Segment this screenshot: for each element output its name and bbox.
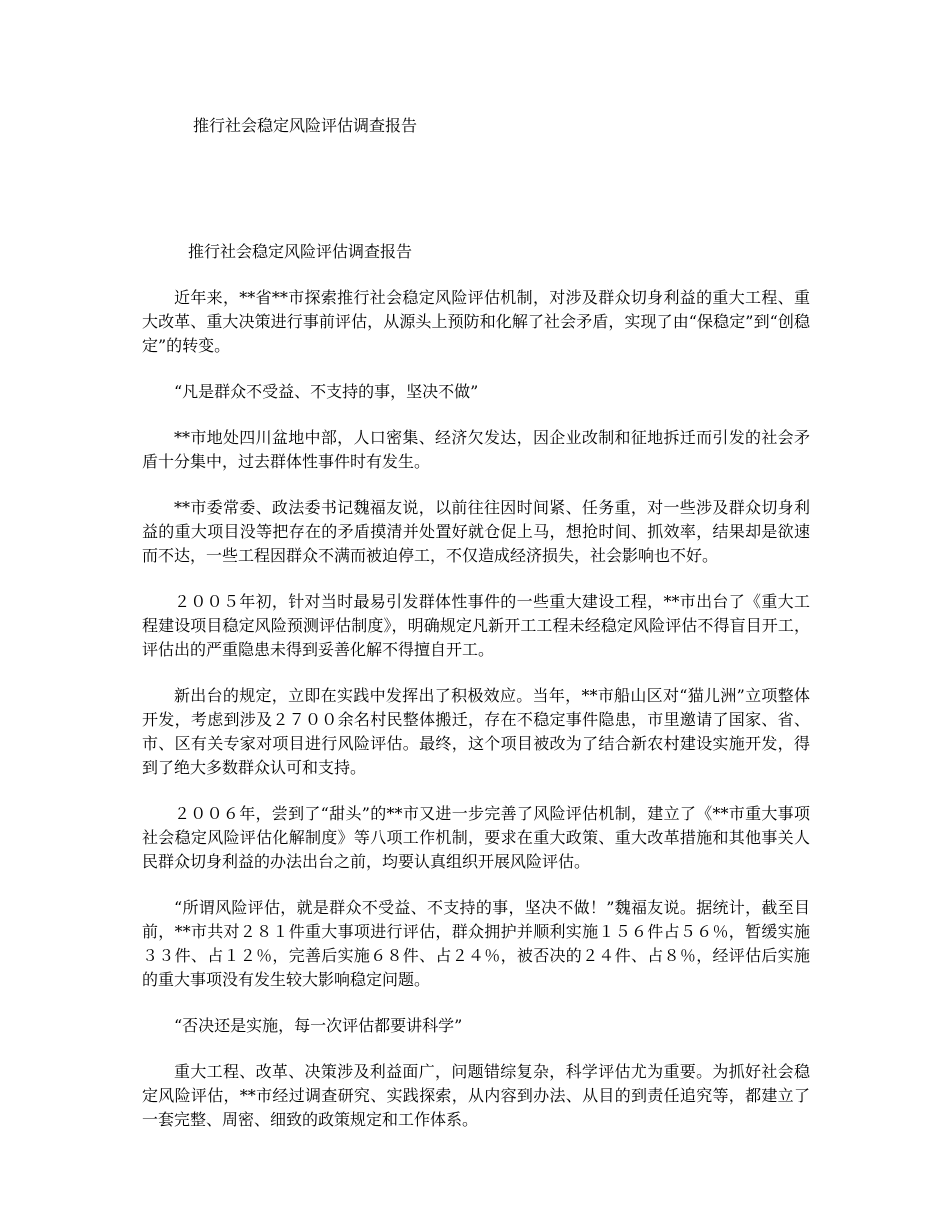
document-subtitle: 推行社会稳定风险评估调查报告 xyxy=(188,242,413,261)
paragraph: **市委常委、政法委书记魏福友说，以前往往因时间紧、任务重，对一些涉及群众切身利益的重大项目没等把存在的矛盾摸清并处置好就仓促上马，想抢时间、抓效率，结果却是欲速而不达，一些工程因群众不满而被迫停工，不仅造成经济损失，社会影响也不好。 xyxy=(142,498,810,565)
document-body xyxy=(142,240,810,1154)
section-heading-1: “凡是群众不受益、不支持的事，坚决不做” xyxy=(174,382,479,401)
paragraph: 新出台的规定，立即在实践中发挥出了积极效应。当年，**市船山区对“猫儿洲”立项整体开发，考虑到涉及２７００余名村民整体搬迁，存在不稳定事件隐患，市里邀请了国家、省、市、区有关专家对项目进行风险评估。最终，这个项目被改为了结合新农村建设实施开发，得到了绝大多数群众认可和支持。 xyxy=(142,686,810,777)
paragraph: ２００５年初，针对当时最易引发群体性事件的一些重大建设工程，**市出台了《重大工程建设项目稳定风险预测评估制度》，明确规定凡新开工工程未经稳定风险评估不得盲目开工，评估出的严重隐患未得到妥善化解不得擅自开工。 xyxy=(142,592,810,659)
paragraph: 重大工程、改革、决策涉及利益面广，问题错综复杂，科学评估尤为重要。为抓好社会稳定风险评估，**市经过调查研究、实践探索，从内容到办法、从目的到责任追究等，都建立了一套完整、周密、细致的政策规定和工作体系。 xyxy=(142,1062,810,1129)
paragraph: **市地处四川盆地中部，人口密集、经济欠发达，因企业改制和征地拆迁而引发的社会矛盾十分集中，过去群体性事件时有发生。 xyxy=(142,428,810,471)
paragraph: “所谓风险评估，就是群众不受益、不支持的事，坚决不做！”魏福友说。据统计，截至目前，**市共对２８１件重大事项进行评估，群众拥护并顺利实施１５６件占５６％，暂缓实施３３件、占１２％，完善后实施６８件、占２４％，被否决的２４件、占８％，经评估后实施的重大事项没有发生较大影响稳定问题。 xyxy=(142,898,810,989)
paragraph: ２００６年，尝到了“甜头”的**市又进一步完善了风险评估机制，建立了《**市重大事项社会稳定风险评估化解制度》等八项工作机制，要求在重大政策、重大改革措施和其他事关人民群众切身利益的办法出台之前，均要认真组织开展风险评估。 xyxy=(142,804,810,871)
paragraph-intro: 近年来，**省**市探索推行社会稳定风险评估机制，对涉及群众切身利益的重大工程、重大改革、重大决策进行事前评估，从源头上预防和化解了社会矛盾，实现了由“保稳定”到“创稳定”的转变。 xyxy=(142,288,810,355)
section-heading-2: “否决还是实施，每一次评估都要讲科学” xyxy=(174,1016,463,1035)
document-title: 推行社会稳定风险评估调查报告 xyxy=(193,116,418,135)
